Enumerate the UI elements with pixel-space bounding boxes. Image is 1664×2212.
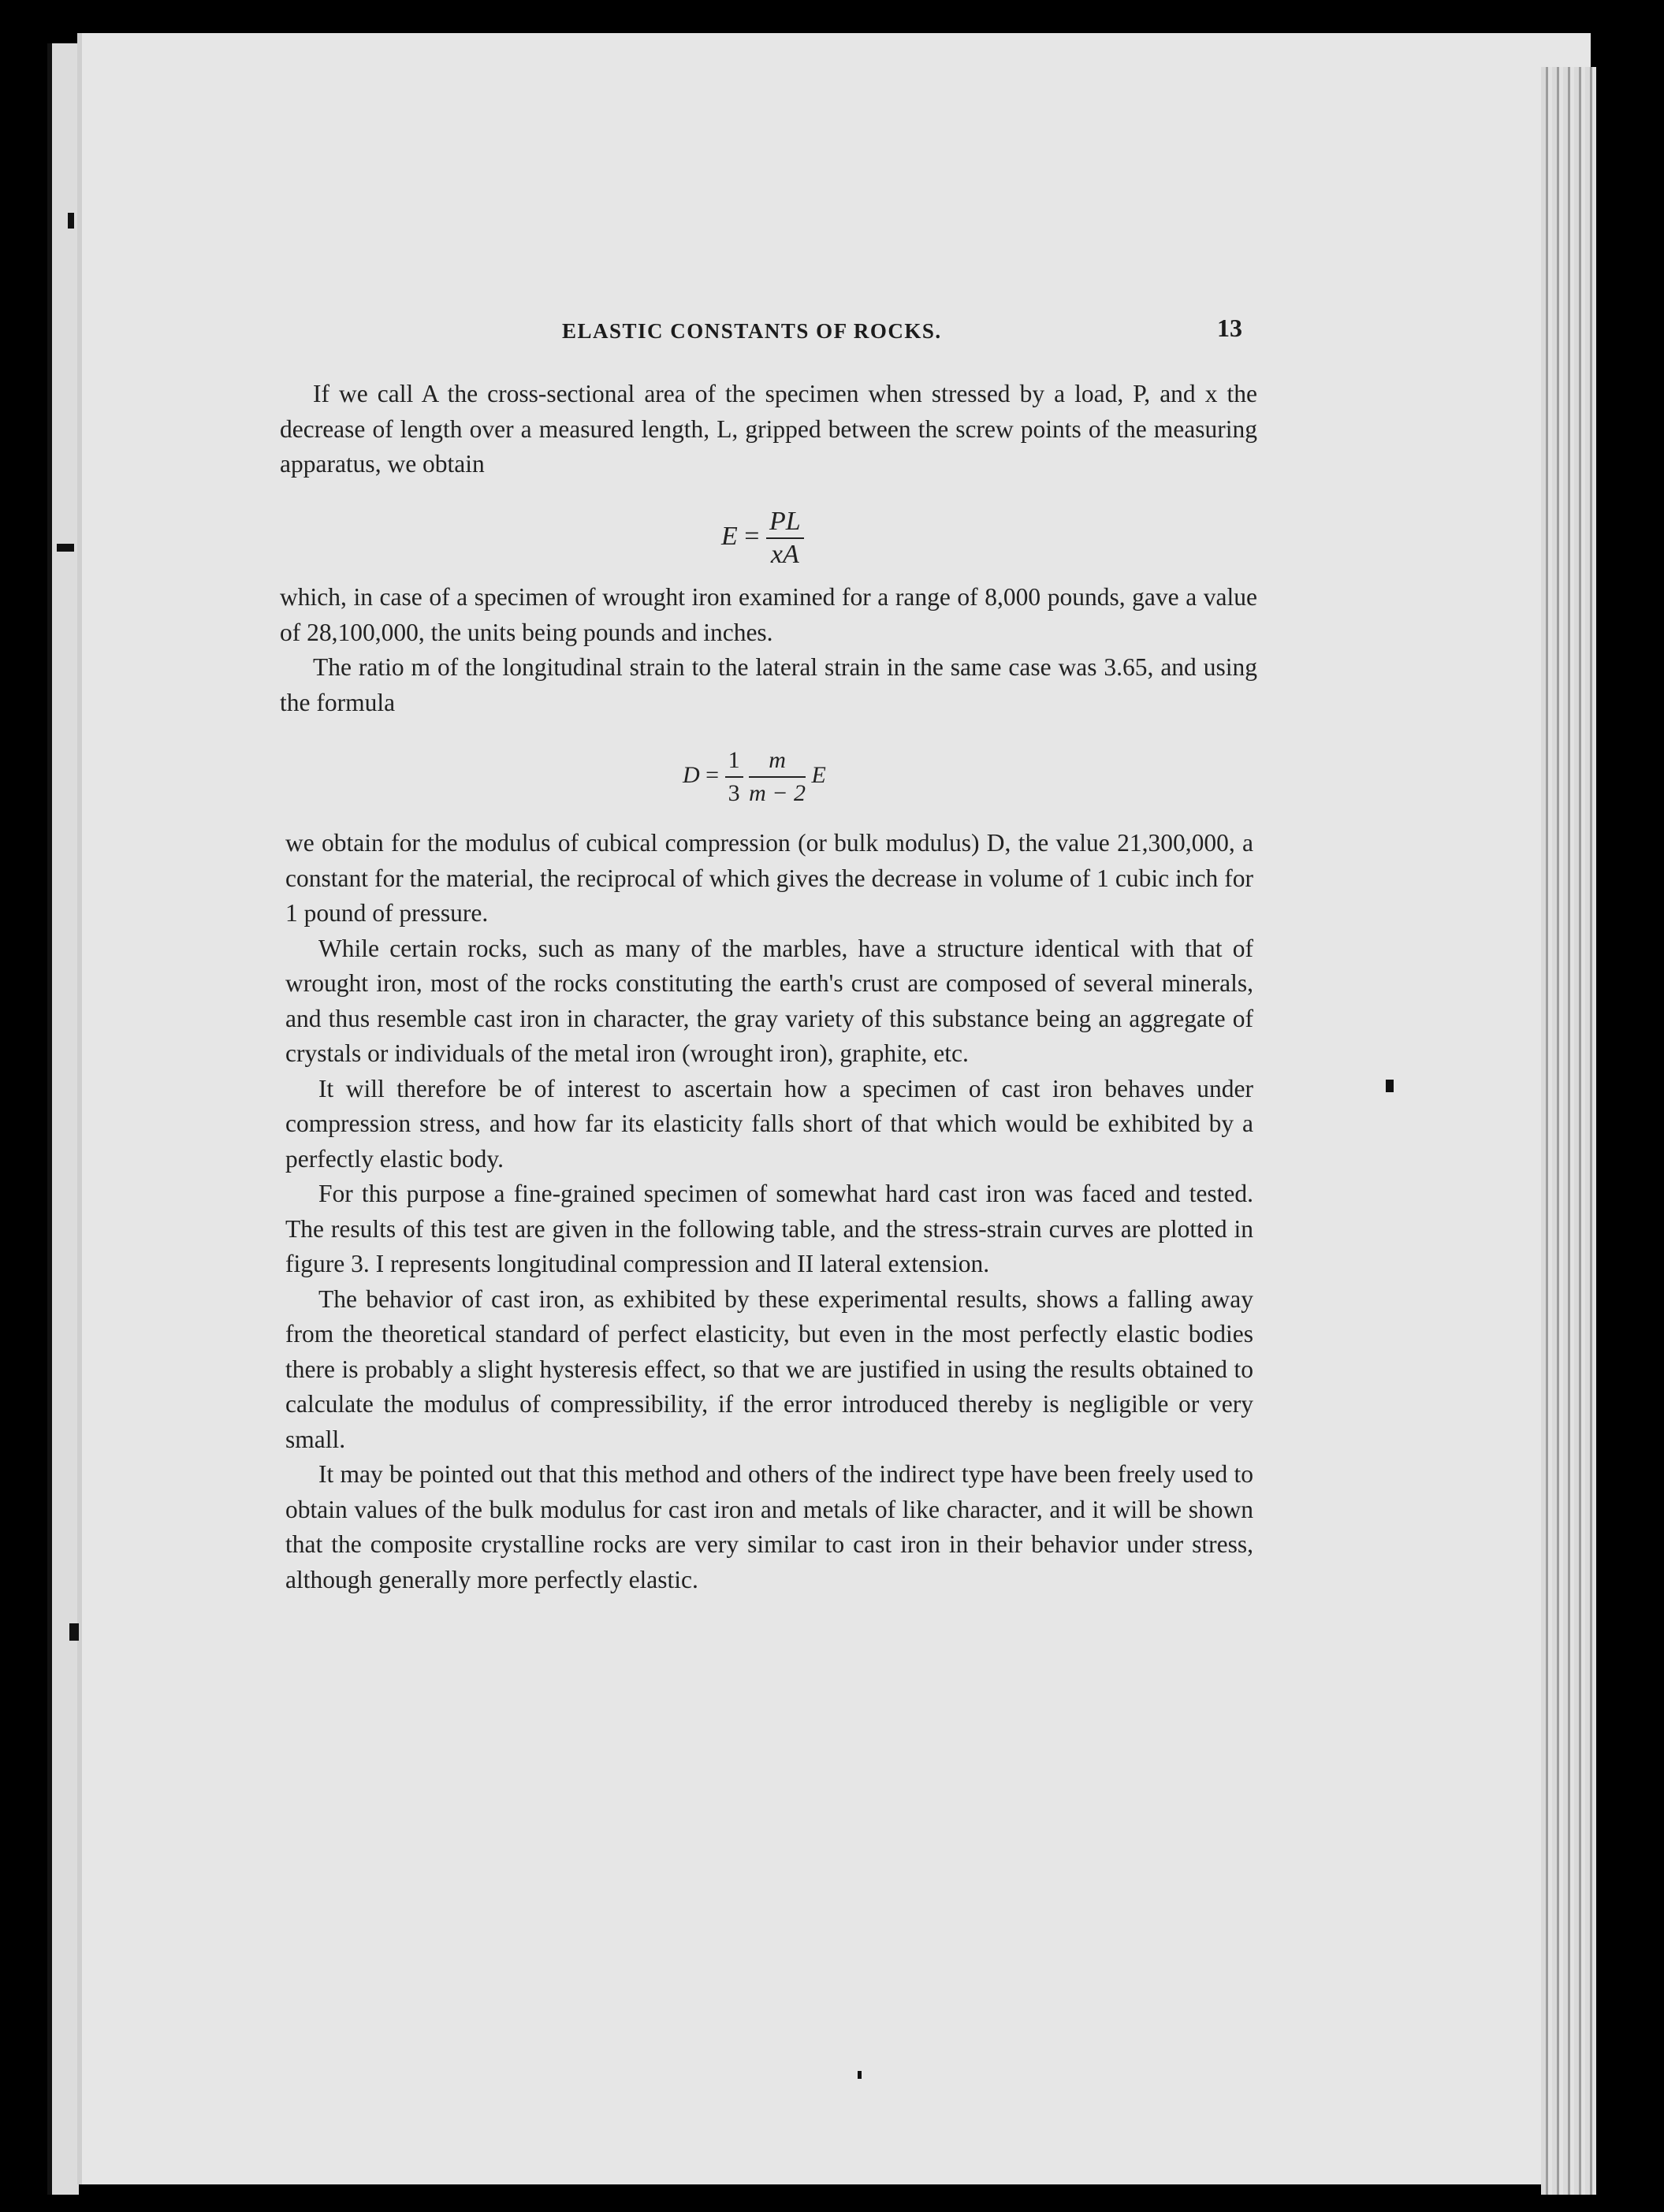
fraction-denominator: 3 [728, 780, 740, 806]
paragraph: It will therefore be of interest to ascertain how a specimen of cast iron behaves under compression stress, and how far its elasticity falls short of that which would be exhibited by a perfectly elastic body. [285, 1074, 1253, 1173]
scan-speck [1386, 1080, 1394, 1092]
equation-lhs: E [721, 521, 738, 551]
equation-lhs: D [683, 761, 700, 788]
body-text-block-3 [285, 826, 1253, 1597]
fraction-denominator: xA [770, 540, 799, 569]
equation-bulk-modulus [683, 745, 826, 809]
paragraph: It may be pointed out that this method and others of the indirect type have been freely used to obtain values of the bulk modulus for cast iron and metals of like character, and it will be shown that the composite crystalline rocks are very similar to cast iron in their behavior under stress, although generally more perfectly elastic. [285, 1460, 1253, 1593]
equation-rhs: E [811, 761, 826, 788]
binding-mark [68, 213, 74, 229]
equation-young-modulus [721, 506, 804, 571]
binding-mark [69, 1623, 79, 1641]
paragraph: The behavior of cast iron, as exhibited by these experimental results, shows a falling away from the theoretical standard of perfect elasticity, but even in the most perfectly elastic bodies there is probably a slight hysteresis effect, so that we are justified in using the results obtained to calculate the modulus of compressibility, if the error introduced thereby is negligible or very small. [285, 1284, 1253, 1453]
fraction-numerator: m [749, 745, 806, 778]
paragraph: we obtain for the modulus of cubical compression (or bulk modulus) D, the value 21,300,000, a constant for the material, the reciprocal of which gives the decrease in volume of 1 cubic inch for 1 pound of pressure. [285, 829, 1253, 927]
equation-equals: = [705, 761, 720, 788]
equation-fraction-2 [749, 745, 806, 809]
page-number: 13 [1217, 314, 1242, 342]
equation-fraction [766, 506, 804, 571]
page-binding-edge [47, 43, 79, 2195]
paragraph: The ratio m of the longitudinal strain to the lateral strain in the same case was 3.65, and using the formula [280, 653, 1257, 716]
body-text-block-2 [280, 580, 1257, 720]
running-head: ELASTIC CONSTANTS OF ROCKS. [562, 319, 942, 343]
equation-fraction-1 [725, 745, 743, 809]
fraction-numerator: PL [766, 506, 804, 539]
equation-equals: = [744, 521, 760, 551]
paragraph: If we call A the cross-sectional area of the specimen when stressed by a load, P, and x the decrease of length over a measured length, L, gripped between the screw points of the measuring apparatus, we obtain [280, 380, 1257, 478]
paragraph: which, in case of a specimen of wrought iron examined for a range of 8,000 pounds, gave a value of 28,100,000, the units being pounds and inches. [280, 583, 1257, 646]
paragraph: While certain rocks, such as many of the marbles, have a structure identical with that of wrought iron, most of the rocks constituting the earth's crust are composed of several minerals, and thus resemble cast iron in character, the gray variety of this substance being an aggregate of crystals or individuals of the metal iron (wrought iron), graphite, etc. [285, 934, 1253, 1067]
fraction-denominator: m − 2 [749, 780, 806, 806]
scan-speck [858, 2071, 862, 2079]
page-stack-edge [1541, 67, 1596, 2195]
paragraph: For this purpose a fine-grained specimen of somewhat hard cast iron was faced and tested. The results of this test are given in the following table, and the stress-strain curves are plotted in figure 3. I represents longitudinal compression and II lateral extension. [285, 1180, 1253, 1277]
fraction-numerator: 1 [725, 745, 743, 778]
body-text-block-1 [280, 377, 1257, 482]
binding-mark [57, 544, 74, 552]
